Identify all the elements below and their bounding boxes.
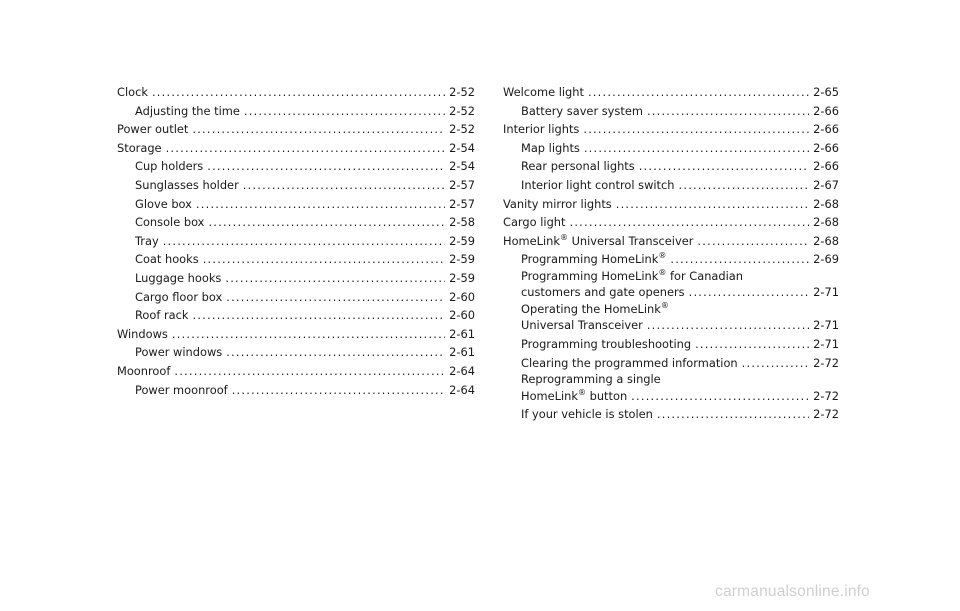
leader-dots <box>244 102 445 121</box>
leader-dots <box>670 250 809 269</box>
toc-entry-title: Clock <box>117 85 148 99</box>
toc-page-number: 2-71 <box>813 285 839 300</box>
toc-page-number: 2-66 <box>813 122 839 137</box>
toc-entry[interactable] <box>117 83 475 102</box>
toc-entry-vehicle-stolen[interactable]: If your vehicle is stolen . . . 2-72 <box>503 405 839 424</box>
toc-entry[interactable] <box>117 306 475 325</box>
toc-page-number: 2-60 <box>449 289 475 304</box>
toc-page-number: 2-61 <box>449 345 475 360</box>
registered-mark: ® <box>658 251 667 261</box>
leader-dots <box>689 283 810 302</box>
toc-entry-title: Console box <box>135 215 205 230</box>
toc-entry-programming-homelink[interactable]: Programming HomeLink® . . . 2-69 <box>503 250 839 269</box>
toc-page-number: 2-72 <box>813 355 839 370</box>
leader-dots <box>657 405 809 424</box>
toc-entry-title: Power moonroof <box>135 382 228 397</box>
toc-entry[interactable] <box>117 157 475 176</box>
toc-page-number: 2-68 <box>813 233 839 248</box>
toc-entry-title: Roof rack <box>135 308 189 323</box>
toc-page-number: 2-66 <box>813 103 839 118</box>
site-watermark: carmanualsonline.info <box>715 583 870 600</box>
leader-dots <box>152 83 445 102</box>
toc-entry-interior-light-switch[interactable]: Interior light control switch . . . 2-67 <box>503 176 839 195</box>
toc-page-number: 2-71 <box>813 336 839 351</box>
toc-entry[interactable] <box>117 120 475 139</box>
toc-entry-cargo-light[interactable]: Cargo light . . . 2-68 <box>503 213 839 232</box>
leader-dots <box>174 362 445 381</box>
toc-page-number: 2-59 <box>449 270 475 285</box>
registered-mark: ® <box>559 232 568 242</box>
toc-entry-title: Tray <box>135 233 159 248</box>
leader-dots <box>196 195 445 214</box>
toc-entry[interactable] <box>117 325 475 344</box>
leader-dots <box>584 139 809 158</box>
toc-page-number: 2-52 <box>449 85 475 99</box>
toc-page-number: 2-57 <box>449 196 475 211</box>
leader-dots <box>226 288 445 307</box>
toc-page-number: 2-69 <box>813 252 839 267</box>
toc-entry-programming-canadian[interactable]: Programming HomeLink® for Canadian customers and gate openers . . . 2-71 <box>503 269 839 302</box>
toc-page-number: 2-59 <box>449 233 475 248</box>
toc-entry-map-lights[interactable]: Map lights . . . 2-66 <box>503 139 839 158</box>
leader-dots <box>631 387 809 406</box>
leader-dots <box>588 83 809 102</box>
toc-entry-title: Power outlet <box>117 122 189 137</box>
toc-entry[interactable] <box>117 232 475 251</box>
leader-dots <box>243 176 445 195</box>
leader-dots <box>193 306 446 325</box>
leader-dots <box>742 354 809 373</box>
toc-page-number: 2-61 <box>449 326 475 341</box>
toc-page-number: 2-60 <box>449 308 475 323</box>
registered-mark: ® <box>658 268 667 278</box>
leader-dots <box>226 343 445 362</box>
toc-page-number: 2-57 <box>449 177 475 192</box>
toc-page-number: 2-59 <box>449 252 475 267</box>
toc-page-number: 2-72 <box>813 388 839 403</box>
leader-dots <box>679 176 810 195</box>
toc-entry-title: Storage <box>117 140 162 155</box>
toc-entry-clearing-info[interactable]: Clearing the programmed information . . . 2-72 <box>503 354 839 373</box>
toc-entry-operating-homelink[interactable]: Operating the HomeLink® Universal Transceiver . . . 2-71 <box>503 302 839 335</box>
toc-page-number: 2-54 <box>449 159 475 174</box>
leader-dots <box>697 232 809 251</box>
toc-right-column <box>503 83 839 424</box>
leader-dots <box>569 213 809 232</box>
toc-entry-title: Glove box <box>135 196 192 211</box>
toc-page-number: 2-67 <box>813 177 839 192</box>
toc-entry[interactable] <box>117 288 475 307</box>
toc-entry[interactable] <box>117 139 475 158</box>
toc-page-number: 2-68 <box>813 196 839 211</box>
toc-entry-title: Cargo floor box <box>135 289 223 304</box>
leader-dots <box>232 381 445 400</box>
leader-dots <box>647 102 809 121</box>
toc-entry-title: Sunglasses holder <box>135 177 239 192</box>
toc-page-number: 2-64 <box>449 382 475 397</box>
registered-mark: ® <box>660 301 669 311</box>
toc-entry-title: Power windows <box>135 345 223 360</box>
leader-dots <box>166 139 446 158</box>
toc-entry[interactable] <box>117 362 475 381</box>
leader-dots <box>208 213 445 232</box>
leader-dots <box>639 157 809 176</box>
toc-entry[interactable] <box>117 102 475 121</box>
toc-page-number: 2-52 <box>449 122 475 137</box>
toc-entry-title: Luggage hooks <box>135 270 222 285</box>
toc-page-number: 2-66 <box>813 159 839 174</box>
toc-page-number: 2-68 <box>813 215 839 230</box>
leader-dots <box>647 316 809 335</box>
toc-entry[interactable] <box>117 269 475 288</box>
leader-dots <box>163 232 445 251</box>
toc-page-number: 2-66 <box>813 140 839 155</box>
toc-entry-welcome-light[interactable]: Welcome light . . . 2-65 <box>503 83 839 102</box>
toc-entry-interior-lights[interactable]: Interior lights . . . 2-66 <box>503 120 839 139</box>
toc-page-number: 2-71 <box>813 318 839 333</box>
toc-entry-rear-personal-lights[interactable]: Rear personal lights . . . 2-66 <box>503 157 839 176</box>
leader-dots <box>616 195 809 214</box>
toc-entry-title: Windows <box>117 326 168 341</box>
toc-entry-title: Adjusting the time <box>135 103 240 118</box>
leader-dots <box>583 120 809 139</box>
toc-entry-reprogramming-button[interactable]: Reprogramming a single HomeLink® button . . . 2-72 <box>503 372 839 405</box>
leader-dots <box>203 250 445 269</box>
leader-dots <box>695 335 809 354</box>
toc-page-number: 2-72 <box>813 407 839 422</box>
leader-dots <box>225 269 445 288</box>
toc-entry[interactable] <box>117 381 475 400</box>
leader-dots <box>192 120 445 139</box>
toc-page-number: 2-52 <box>449 103 475 118</box>
registered-mark: ® <box>577 387 586 397</box>
toc-entry-battery-saver[interactable]: Battery saver system . . . 2-66 <box>503 102 839 121</box>
toc-left-column <box>117 83 475 399</box>
toc-page-number: 2-64 <box>449 363 475 378</box>
toc-entry[interactable] <box>117 176 475 195</box>
toc-entry[interactable] <box>117 343 475 362</box>
toc-page-number: 2-65 <box>813 85 839 99</box>
toc-entry-title: Moonroof <box>117 363 171 378</box>
toc-entry-homelink-transceiver[interactable]: HomeLink® Universal Transceiver . . . 2-68 <box>503 232 839 251</box>
leader-dots <box>172 325 445 344</box>
toc-entry-title: Coat hooks <box>135 252 199 267</box>
toc-entry[interactable] <box>117 195 475 214</box>
leader-dots <box>207 157 445 176</box>
toc-page-number: 2-58 <box>449 215 475 230</box>
toc-entry[interactable] <box>117 213 475 232</box>
toc-entry[interactable] <box>117 250 475 269</box>
toc-entry-title: Cup holders <box>135 159 204 174</box>
toc-page-number: 2-54 <box>449 140 475 155</box>
toc-entry-vanity-mirror-lights[interactable]: Vanity mirror lights . . . 2-68 <box>503 195 839 214</box>
toc-entry-troubleshooting[interactable]: Programming troubleshooting . . . 2-71 <box>503 335 839 354</box>
